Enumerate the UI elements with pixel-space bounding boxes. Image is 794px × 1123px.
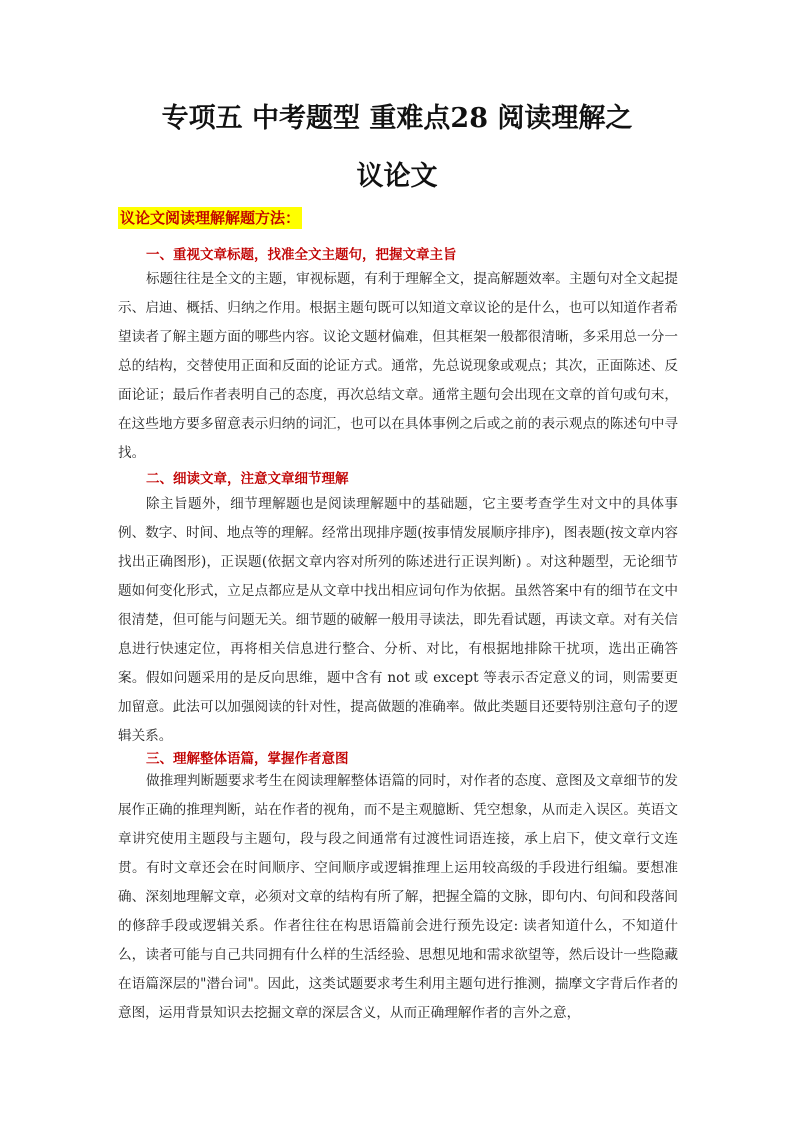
section-heading-2: 二、细读文章，注意文章细节理解 <box>146 471 349 487</box>
page-title-line-1: 专项五 中考题型 重难点28 阅读理解之 <box>161 103 633 134</box>
section-heading-1: 一、重视文章标题，找准全文主题句，把握文章主旨 <box>146 247 457 263</box>
section-heading-3: 三、理解整体语篇，掌握作者意图 <box>146 751 349 767</box>
method-label: 议论文阅读理解解题方法： <box>120 209 301 227</box>
section-paragraph-1: 标题往往是全文的主题，审视标题，有利于理解全文，提高解题效率。主题句对全文起提示、启迪、概括、归纳之作用。根据主题句既可以知道文章议论的是什么，也可以知道作者希望读者了解主题方面的哪些内容。议论文题材偏难，但其框架一般都很清晰，多采用总一分一总的结构，交替使用正面和反面的论证方式。通常，先总说现象或观点；其次，正面陈述、反面论证；最后作者表明自己的态度，再次总结文章。通常主题句会出现在文章的首句或句末，在这些地方要多留意表示归纳的词汇，也可以在具体事例之后或之前的表示观点的陈述句中寻找。 <box>118 271 678 461</box>
page-title-line-2: 议论文 <box>356 161 438 192</box>
section-paragraph-2: 除主旨题外，细节理解题也是阅读理解题中的基础题，它主要考查学生对文中的具体事例、数字、时间、地点等的理解。经常出现排序题(按事情发展顺序排序)，图表题(按文章内容找出正确图形)，正误题(依据文章内容对所列的陈述进行正误判断) 。对这种题型，无论细节题如何变化形式，立足点都应是从文章中找出相应词句作为依据。虽然答案中有的细节在文中很清楚，但可能与问题无关。细节题的破解一般用寻读法，即先看试题，再读文章。对有关信息进行快速定位，再将相关信息进行整合、分析、对比，有根据地排除干扰项，选出正确答案。假如问题采用的是反向思维，题中含有 not 或 except 等表示否定意义的词，则需要更加留意。此法可以加强阅读的针对性，提高做题的准确率。做此类题目还要特别注意句子的逻辑关系。 <box>118 496 678 744</box>
section-paragraph-3: 做推理判断题要求考生在阅读理解整体语篇的同时，对作者的态度、意图及文章细节的发展作正确的推理判断，站在作者的视角，而不是主观臆断、凭空想象，从而走入误区。英语文章讲究使用主题段与主题句，段与段之间通常有过渡性词语连接，承上启下，使文章行文连贯。有时文章还会在时间顺序、空间顺序或逻辑推理上运用较高级的手段进行组编。要想准确、深刻地理解文章，必须对文章的结构有所了解，把握全篇的文脉，即句内、句间和段落间的修辞手段或逻辑关系。作者往往在构思语篇前会进行预先设定: 读者知道什么，不知道什么，读者可能与自己共同拥有什么样的生活经验、思想见地和需求欲望等，然后设计一些隐藏在语篇深层的"潜台词"。因此，这类试题要求考生利用主题句进行推测，揣摩文字背后作者的意图，运用背景知识去挖掘文章的深层含义，从而正确理解作者的言外之意， <box>118 773 678 1021</box>
